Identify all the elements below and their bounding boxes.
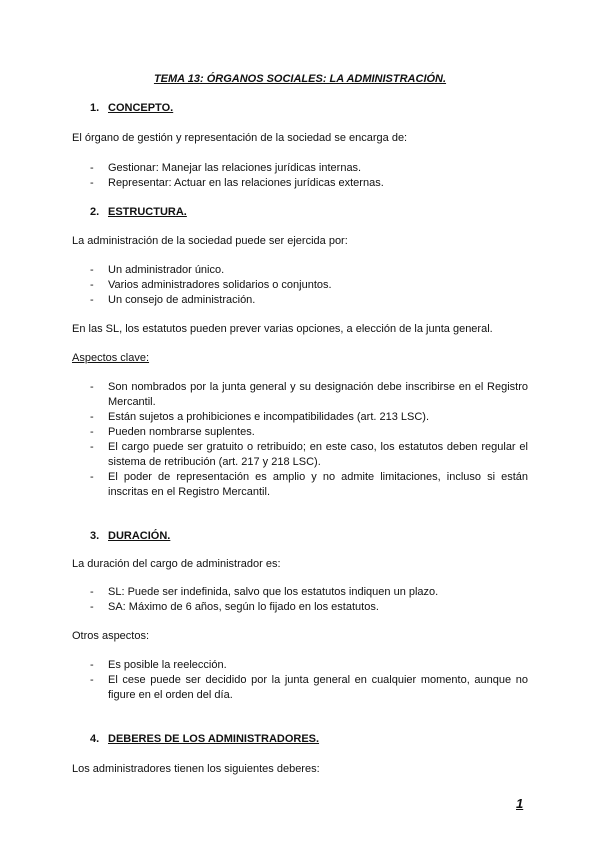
list-item: - El cese puede ser decidido por la junta general en cualquier momento, aunque no figure en el orden del día. <box>90 674 528 701</box>
paragraph: La administración de la sociedad puede ser ejercida por: <box>72 235 348 247</box>
list-item: - Varios administradores solidarios o conjuntos. <box>90 279 332 291</box>
list-item: - Gestionar: Manejar las relaciones jurídicas internas. <box>90 162 362 174</box>
bullet-list <box>90 161 528 191</box>
section-number: 4. <box>90 733 100 745</box>
list-item: - Representar: Actuar en las relaciones jurídicas externas. <box>90 177 384 189</box>
list-item: - Un administrador único. <box>90 264 225 276</box>
bullet-list <box>90 263 528 308</box>
list-item: - SL: Puede ser indefinida, salvo que los estatutos indiquen un plazo. <box>90 586 439 598</box>
paragraph: Otros aspectos: <box>72 630 150 642</box>
list-item: - El cargo puede ser gratuito o retribuido; en este caso, los estatutos deben regular el sistema de retribución (art. 217 y 218 LSC). <box>90 441 528 468</box>
section-title: CONCEPTO. <box>108 102 174 114</box>
bullet-list <box>90 658 528 703</box>
section-number: 1. <box>90 102 100 114</box>
paragraph: La duración del cargo de administrador es: <box>72 558 281 570</box>
list-item: - Un consejo de administración. <box>90 294 256 306</box>
section-title: ESTRUCTURA. <box>108 206 187 218</box>
section-heading-concepto <box>90 101 173 116</box>
section-heading-estructura <box>90 205 187 220</box>
list-item: - El poder de representación es amplio y no admite limitaciones, incluso si están inscritas en el Registro Mercantil. <box>90 471 528 498</box>
page-number: 1 <box>516 796 524 811</box>
bullet-list <box>90 380 528 500</box>
list-item: - Son nombrados por la junta general y su designación debe inscribirse en el Registro Mercantil. <box>90 381 528 408</box>
bullet-list <box>90 585 528 615</box>
section-heading-duracion <box>90 529 170 544</box>
list-item: - Es posible la reelección. <box>90 659 227 671</box>
list-item: - Están sujetos a prohibiciones e incompatibilidades (art. 213 LSC). <box>90 411 430 423</box>
section-number: 3. <box>90 530 100 542</box>
section-title: DEBERES DE LOS ADMINISTRADORES. <box>108 733 320 745</box>
list-item: - SA: Máximo de 6 años, según lo fijado en los estatutos. <box>90 601 379 613</box>
list-item: - Pueden nombrarse suplentes. <box>90 426 255 438</box>
section-heading-deberes <box>90 732 319 747</box>
paragraph: El órgano de gestión y representación de la sociedad se encarga de: <box>72 132 408 144</box>
section-number: 2. <box>90 206 100 218</box>
document-title: TEMA 13: ÓRGANOS SOCIALES: LA ADMINISTRACIÓN. <box>153 73 447 85</box>
key-aspects-label: Aspectos clave: <box>72 352 150 364</box>
paragraph: Los administradores tienen los siguientes deberes: <box>72 763 320 775</box>
section-title: DURACIÓN. <box>108 530 171 542</box>
paragraph: En las SL, los estatutos pueden prever varias opciones, a elección de la junta general. <box>72 323 493 335</box>
